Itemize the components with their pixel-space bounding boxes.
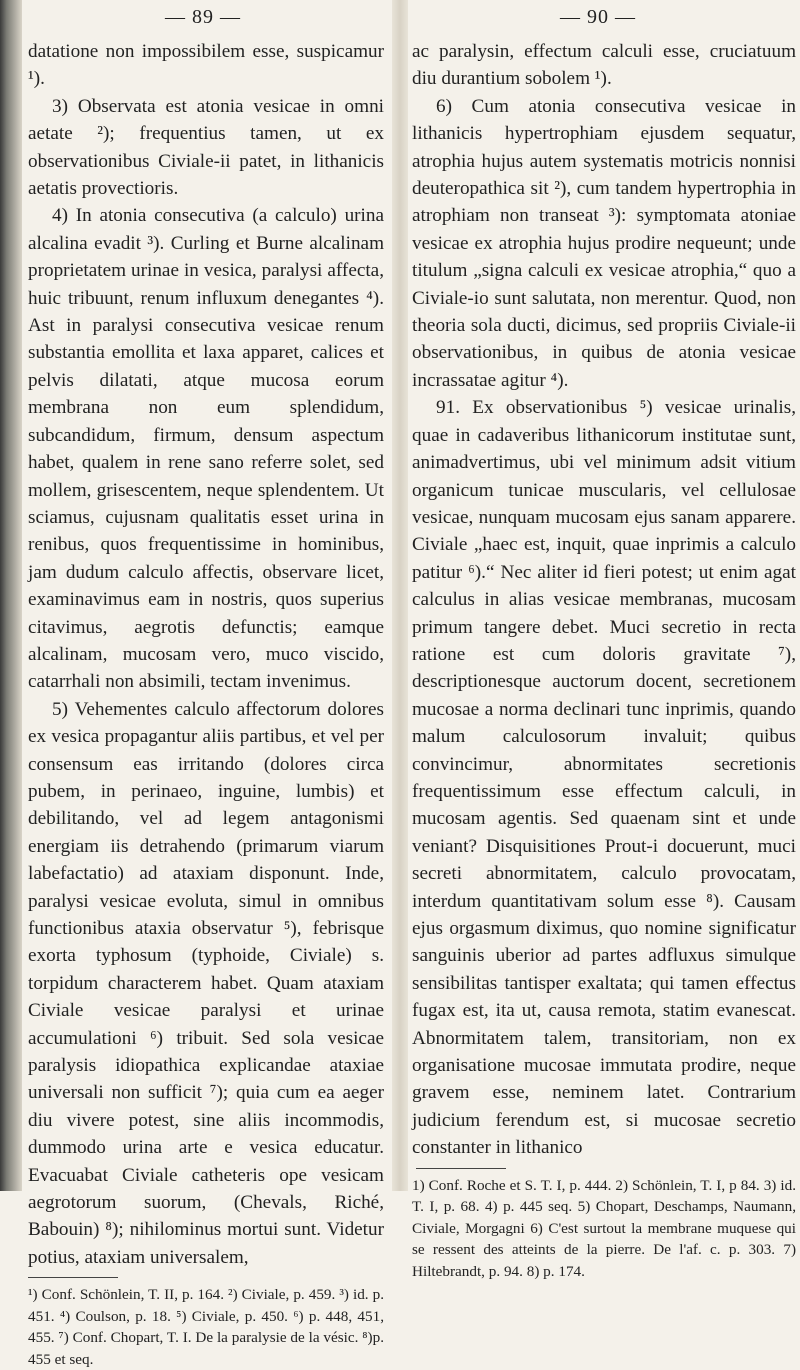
paragraph: datatione non impossibilem esse, suspicamur ¹). (28, 41, 384, 90)
paragraph: 3) Observata est atonia vesicae in omni aetate ²); frequentius tamen, ut ex observationibus Civiale-ii patet, in lithanicis aetatis provectioris. (28, 95, 384, 200)
right-page (408, 0, 800, 1280)
left-page (0, 0, 392, 1368)
paragraph: 5) Vehementes calculo affectorum dolores ex vesica propagantur aliis partibus, et vel per consensum eas irritando (dolores circa pubem, in perinaeo, inguine, lumbis) et debilitando, vel ad legem antagonismi energiam iis detrahendo (primarum viarum labefactatio) ad ataxiam disponunt. Inde, paralysi vesicae evoluta, simul in omnibus functionibus ataxia observatur ⁵), febrisque exorta typhosum (typhoide, Civiale) s. torpidum characterem habet. Quam ataxiam Civiale vesicae paralysi et urinae accumulationi ⁶) tribuit. Sed sola vesicae paralysis idiopathica explicandae ataxiae universali non sufficit ⁷); quia cum ea aeger diu vivere potest, sine aliis incommodis, dummodo urina arte e vesica educatur. Evacuabat Civiale catheteris ope vesicam aegrotorum suorum, (Chevals, Riché, Babouin) ⁸); nihilominus mortui sunt. Videtur potius, ataxiam universalem, (28, 698, 384, 1268)
page-number-left: — 89 — (165, 6, 241, 28)
gutter (392, 0, 408, 1191)
paragraph: ac paralysin, effectum calculi esse, cruciatuum diu durantium sobolem ¹). (412, 41, 796, 90)
footnote-rule (416, 1168, 506, 1169)
footnote-rule (28, 1277, 118, 1278)
paragraph: 6) Cum atonia consecutiva vesicae in lithanicis hypertrophiam ejusdem sequatur, atrophia hujus autem systematis motricis nonnisi deuteropathica sit ²), cum tandem hypertrophia in atrophiam non transeat ³): symptomata atoniae vesicae ex atrophia hujus prodire nequeunt; unde titulum „signa calculi ex vesicae atrophia,“ quo a Civiale-io sunt salutata, non merentur. Quod, non theoria sola ducti, dicimus, sed propriis Civiale-ii observationibus, in quibus de atonia vesicae incrassatae agitur ⁴). (412, 95, 796, 391)
footnotes-right: 1) Conf. Roche et S. T. I, p. 444. 2) Schönlein, T. I, p 84. 3) id. T. I, p. 68. 4) p. 445 seq. 5) Chopart, Deschamps, Naumann, Civiale, Morgagni 6) C'est surtout la membrane muquese qui se ressent des atteints de la pierre. De l'af. c. p. 303. 7) Hiltebrandt, p. 94. 8) p. 174. (412, 1176, 796, 1280)
footnotes-left: ¹) Conf. Schönlein, T. II, p. 164. ²) Civiale, p. 459. ³) id. p. 451. ⁴) Coulson, p. 18. ⁵) Civiale, p. 450. ⁶) p. 448, 451, 455. ⁷) Conf. Chopart, T. I. De la paralysie de la vésic. ⁸)p. 455 et seq. (28, 1286, 384, 1368)
paragraph: 91. Ex observationibus ⁵) vesicae urinalis, quae in cadaveribus lithanicorum institutae sunt, animadvertimus, ubi vel minimum adsit vitium organicum tunicae muscularis, vel cellulosae vesicae, nunquam mucosam ejus sanam apparere. Civiale „haec est, inquit, quae inprimis a calculo patitur ⁶).“ Nec aliter id fieri potest; ut enim agat calculus in alias vesicae membranas, mucosam primum tangere debet. Muci secretio in recta ratione est cum doloris gravitate ⁷), descriptionesque auctorum docent, secretionem mucosae a norma declinari tunc inprimis, quando malum calculosorum invaluit; quibus convincimur, abnormitates secretionis frequentissimum esse effectum calculi, in mucosam agentis. Sed quaenam sint et unde veniant? Disquisitiones Prout-i docuerunt, muci secreti abnormitatem, calculo provocatam, interdum quantitativam solum esse ⁸). Causam ejus orgasmum diximus, quo nomine significatur sanguinis uberior ad partes adfluxus simulque sensibilitas tantisper exaltata; qui tamen effectus fugax est, ita ut, causa remota, statim evanescat. Abnormitatem talem, transitoriam, non ex organisatione mucosae immutata prodire, neque gravem esse, neminem latet. Contrarium judicium ferendum est, si mucosae secretio constanter in lithanico (412, 397, 796, 1159)
paragraph: 4) In atonia consecutiva (a calculo) urina alcalina evadit ³). Curling et Burne alcalinam proprietatem urinae in vesica, paralysi affecta, huic tribuunt, renum influxum denegantes ⁴). Ast in paralysi consecutiva vesicae renum substantia emollita et laxa apparet, calices et pelvis dilatati, atque mucosa eorum membrana non eum splendidum, subcandidum, firmum, densum aspectum habet, qualem in rene sano referre solet, sed mollem, grisescentem, neque splendentem. Ut sciamus, cujusnam qualitatis esset urina in renibus, quos frequentissime in hominibus, jam dudum calculo affectis, observare licet, examinavimus eam in nostris, quos superius citavimus, aegrotis defunctis; eamque alcalinam, mucosam vero, muco viscido, catarrhali non absimili, tectam invenimus. (28, 205, 384, 693)
page-number-right: — 90 — (560, 6, 636, 28)
left-text-column (28, 38, 384, 1370)
right-text-column (412, 38, 796, 1282)
